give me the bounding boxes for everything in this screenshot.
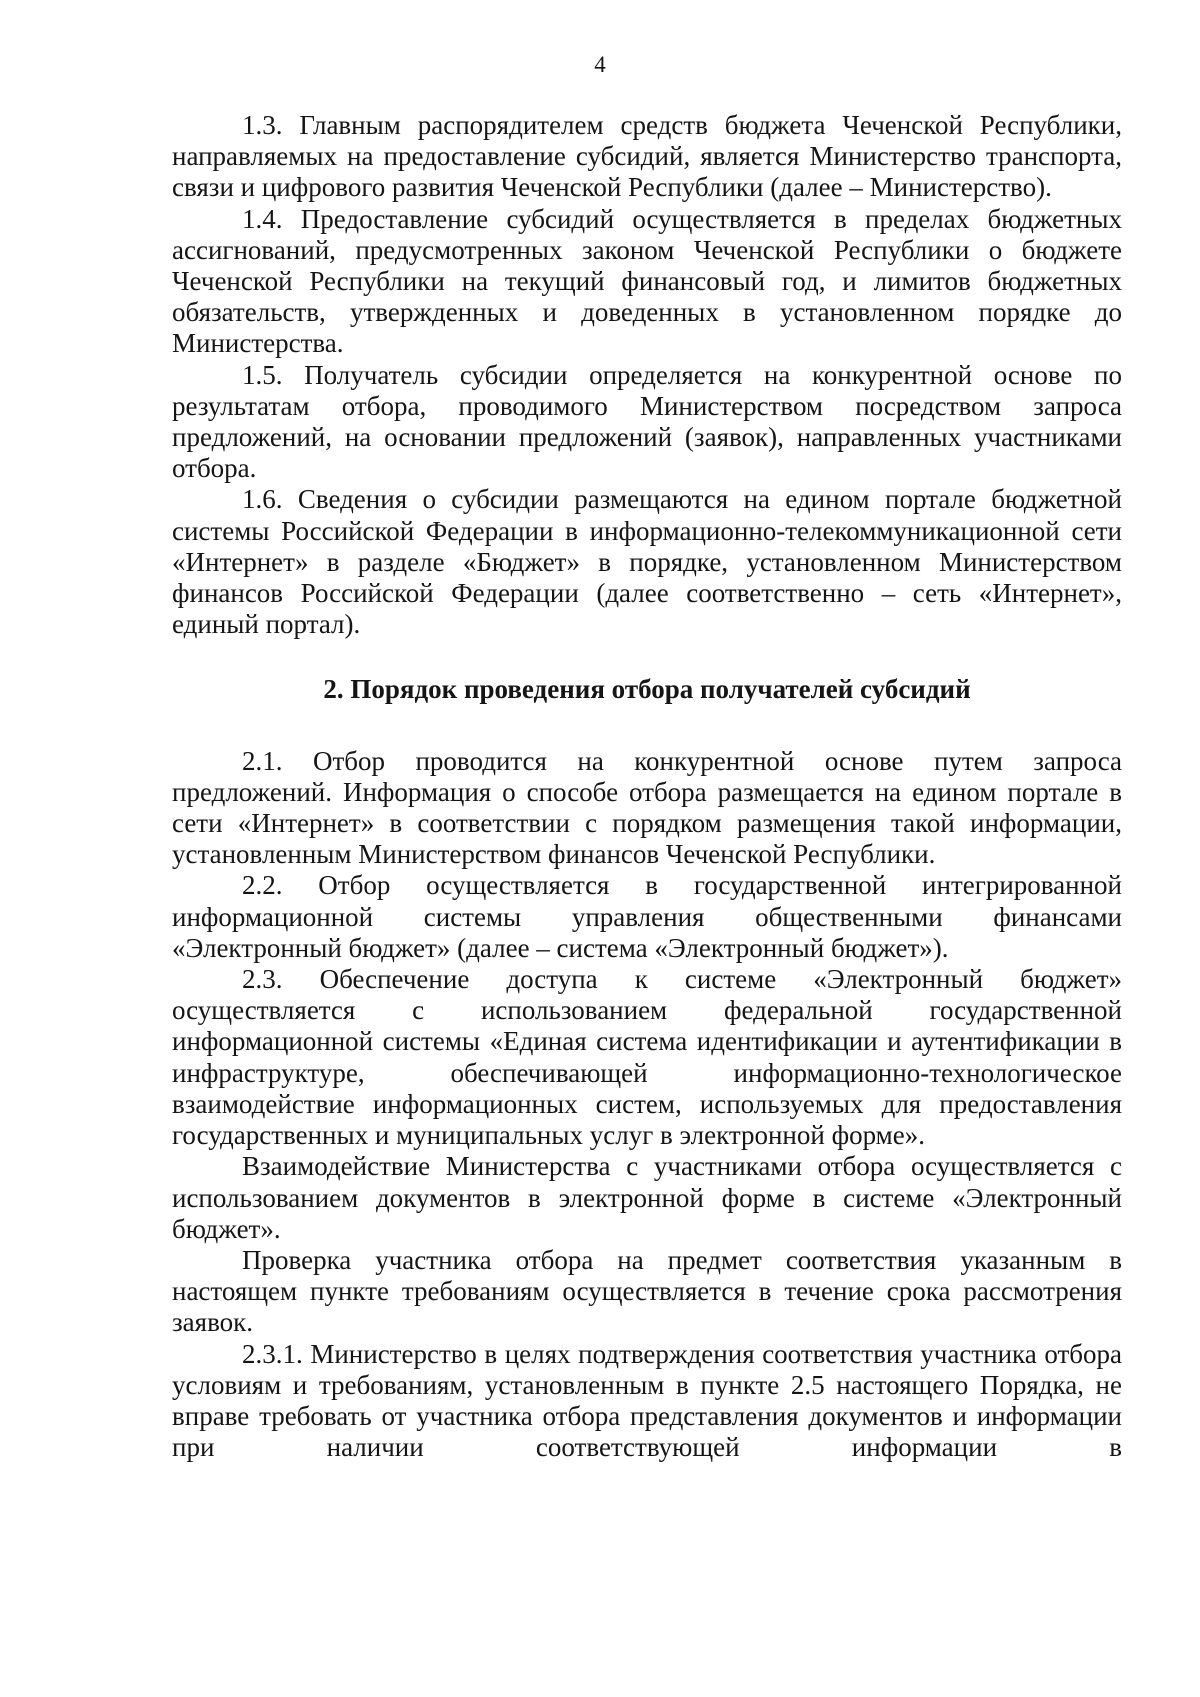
paragraph-2-1: 2.1. Отбор проводится на конкурентной основе путем запроса предложений. Информация о способе отбора размещается на едином портале в сети «Интернет» в соответствии с порядком размещения такой информации, установленным Министерством финансов Чеченской Республики. [172, 745, 1122, 870]
paragraph-1-5: 1.5. Получатель субсидии определяется на конкурентной основе по результатам отбора, проводимого Министерством посредством запроса предложений, на основании предложений (заявок), направленных участниками отбора. [172, 359, 1122, 484]
paragraph-2-3-interaction: Взаимодействие Министерства с участниками отбора осуществляется с использованием документов в электронной форме в системе «Электронный бюджет». [172, 1151, 1122, 1244]
section-2 [172, 746, 1122, 1464]
page-number: 4 [594, 52, 606, 77]
paragraph-2-2: 2.2. Отбор осуществляется в государственной интегрированной информационной системы управления общественными финансами «Электронный бюджет» (далее – система «Электронный бюджет»). [172, 870, 1122, 963]
paragraph-1-4: 1.4. Предоставление субсидий осуществляется в пределах бюджетных ассигнований, предусмотренных законом Чеченской Республики о бюджете Чеченской Республики на текущий финансовый год, и лимитов бюджетных обязательств, утвержденных и доведенных в установленном порядке до Министерства. [172, 203, 1122, 359]
section-2-heading: 2. Порядок проведения отбора получателей субсидий [323, 674, 971, 705]
paragraph-1-3: 1.3. Главным распорядителем средств бюджета Чеченской Республики, направляемых на предоставление субсидий, является Министерство транспорта, связи и цифрового развития Чеченской Республики (далее – Министерство). [172, 110, 1122, 203]
paragraph-2-3: 2.3. Обеспечение доступа к системе «Электронный бюджет» осуществляется с использованием федеральной государственной информационной системы «Единая система идентификации и аутентификации в инфраструктуре, обеспечивающей информационно-технологическое взаимодействие информационных систем, используемых для предоставления государственных и муниципальных услуг в электронной форме». [172, 964, 1122, 1151]
paragraph-2-3-verification: Проверка участника отбора на предмет соответствия указанным в настоящем пункте требованиям осуществляется в течение срока рассмотрения заявок. [172, 1244, 1122, 1338]
paragraph-1-6: 1.6. Сведения о субсидии размещаются на едином портале бюджетной системы Российской Федерации в информационно-телекоммуникационной сети «Интернет» в разделе «Бюджет» в порядке, установленном Министерством финансов Российской Федерации (далее соответственно – сеть «Интернет», единый портал). [172, 484, 1122, 640]
document-body [172, 110, 1122, 1463]
paragraph-2-3-1: 2.3.1. Министерство в целях подтверждения соответствия участника отбора условиям и требованиям, установленным в пункте 2.5 настоящего Порядка, не вправе требовать от участника отбора представления документов и информации при наличии соответствующей информации в [172, 1338, 1122, 1463]
section-1 [172, 110, 1122, 640]
